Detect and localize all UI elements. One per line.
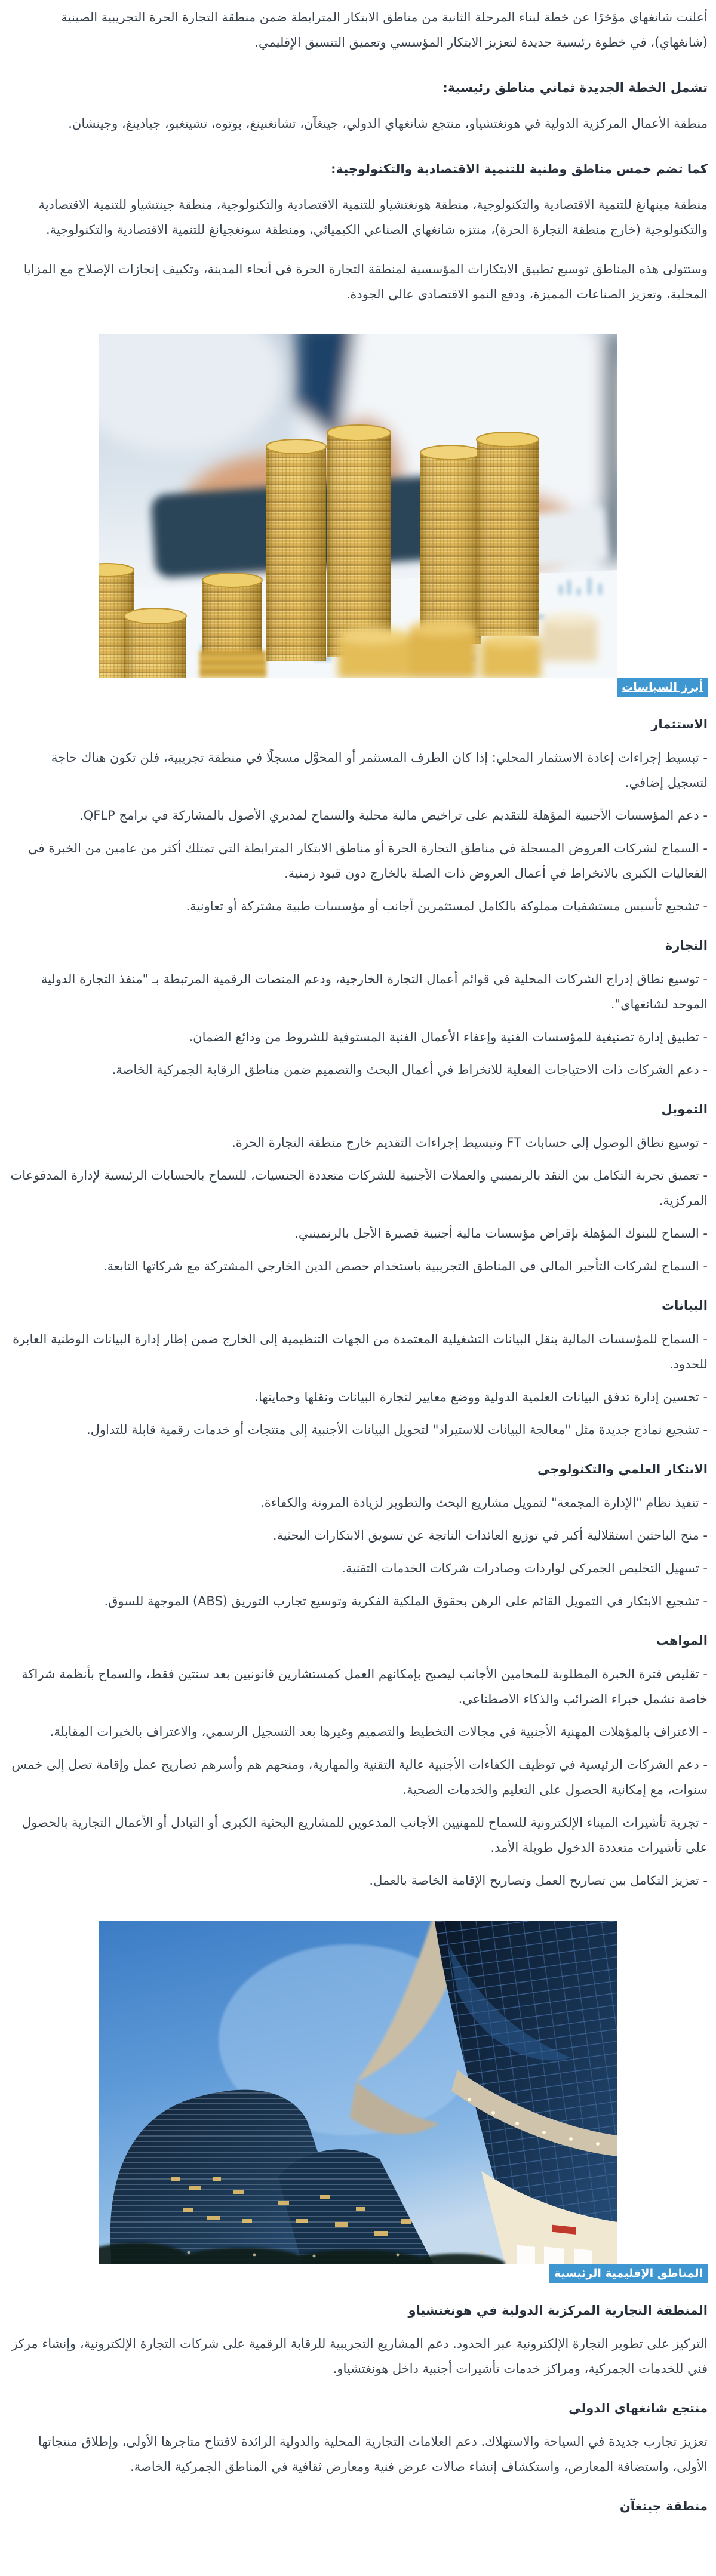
- coins-calculator-photo: [99, 334, 617, 678]
- intro-paragraph-1: أعلنت شانغهاي مؤخرًا عن خطة لبناء المرحلة الثانية من مناطق الابتكار المترابطة ضمن منطقة التجارة الحرة التجريبية الصينية (شانغهاي)، في خطوة رئيسية جديدة لتعزيز الابتكار المؤسسي وتعميق التنسيق الإقليمي.: [61, 10, 708, 50]
- policy-item: - تقليص فترة الخبرة المطلوبة للمحامين الأجانب ليصبح بإمكانهم العمل كمستشارين قانونيين بعد سنتين فقط، والسماح بأنظمة شراكة خاصة تشمل خبراء الضرائب والذكاء الاصطناعي.: [21, 1667, 708, 1706]
- policy-item: - تحسين إدارة تدفق البيانات العلمية الدولية ووضع معايير لتجارة البيانات ونقلها وحمايتها.: [254, 1390, 708, 1404]
- policy-section-title-investment: الاستثمار: [651, 717, 708, 731]
- policy-item: - السماح لشركات العروض المسجلة في مناطق التجارة الحرة أو مناطق الابتكار المترابطة التي تمتلك أكثر من عامين من الخبرة في الفعاليات الكبرى بالانخراط في أعمال العروض ذات الصلة بالخارج دون قيود زمنية.: [28, 841, 708, 881]
- region-body-hongqiao-cbd: التركيز على تطوير التجارة الإلكترونية عبر الحدود. دعم المشاريع التجريبية للرقابة الرقمية على شركات التجارة الإلكترونية، وإنشاء مركز فني للخدمات الجمركية، ومراكز خدمات تأشيرات أجنبية داخل هونغتشياو.: [11, 2337, 708, 2376]
- policy-section-title-data: البيانات: [662, 1298, 708, 1313]
- intro-paragraph-4: وستتولى هذه المناطق توسيع تطبيق الابتكارات المؤسسية لمنطقة التجارة الحرة في أنحاء المدينة، وتكييف إنجازات الإصلاح مع المزايا المحلية، وتعزيز الصناعات المميزة، ودفع النمو الاقتصادي عالي الجودة.: [23, 262, 708, 301]
- policy-item: - الاعتراف بالمؤهلات المهنية الأجنبية في مجالات التخطيط والتصميم وغيرها بعد التسجيل الرسمي، والاعتراف بالخبرات المقابلة.: [50, 1725, 708, 1739]
- intro-paragraph-2: منطقة الأعمال المركزية الدولية في هونغتشياو، منتجع شانغهاي الدولي، جينغآن، تشانغنينغ، بوتوه، تشينغبو، جيادينغ، وجينشان.: [68, 116, 708, 131]
- policy-item: - تعزيز التكامل بين تصاريح العمل وتصاريح الإقامة الخاصة بالعمل.: [369, 1873, 708, 1888]
- policy-item: - منح الباحثين استقلالية أكبر في توزيع العائدات الناتجة عن تسويق الابتكارات البحثية.: [272, 1528, 708, 1543]
- policy-section-title-talents: المواهب: [656, 1633, 708, 1648]
- policy-item: - تشجيع الابتكار في التمويل القائم على الرهن بحقوق الملكية الفكرية وتوسيع تجارب التوريق (ABS) الموجهة للسوق.: [104, 1594, 708, 1608]
- policy-item: - تسهيل التخليص الجمركي لواردات وصادرات شركات الخدمات التقنية.: [342, 1561, 708, 1575]
- policy-item: - دعم الشركات ذات الاحتياجات الفعلية للانخراط في أعمال البحث والتصميم ضمن مناطق الرقابة الجمركية الخاصة.: [112, 1063, 708, 1077]
- policy-item: - تشجيع تأسيس مستشفيات مملوكة بالكامل لمستثمرين أجانب أو مؤسسات طبية مشتركة أو تعاونية.: [186, 899, 708, 913]
- region-title-intl-resort: منتجع شانغهاي الدولي: [569, 2401, 708, 2415]
- policy-item: - دعم المؤسسات الأجنبية المؤهلة للتقديم على تراخيص مالية محلية والسماح لمديري الأصول بالمشاركة في برامج QFLP.: [79, 808, 708, 823]
- policies-label-row: [8, 678, 708, 697]
- policy-item: - توسيع نطاق الوصول إلى حسابات FT وتبسيط إجراءات التقديم خارج منطقة التجارة الحرة.: [232, 1135, 708, 1150]
- region-title-jingan: منطقة جينغآن: [619, 2499, 708, 2513]
- policy-item: - توسيع نطاق إدراج الشركات المحلية في قوائم أعمال التجارة الخارجية، ودعم المنصات الرقمية المرتبطة بـ "منفذ التجارة الدولية الموحد لشانغهاي".: [41, 972, 708, 1011]
- policy-item: - تطبيق إدارة تصنيفية للمؤسسات الفنية وإعفاء الأعمال الفنية المستوفية للشروط من ودائع الضمان.: [189, 1030, 708, 1044]
- policy-section-title-finance: التمويل: [661, 1102, 708, 1116]
- regions-highlight-link[interactable]: المناطق الإقليمية الرئيسية: [549, 2264, 708, 2283]
- policy-item: - السماح للبنوك المؤهلة بإقراض مؤسسات مالية أجنبية قصيرة الأجل بالرنمينبي.: [294, 1226, 708, 1241]
- policy-section-title-sci-tech: الابتكار العلمي والتكنولوجي: [537, 1462, 708, 1476]
- intro-heading-eight-zones: تشمل الخطة الجديدة ثماني مناطق رئيسية:: [442, 81, 708, 95]
- policy-item: - تعميق تجربة التكامل بين النقد بالرنمينبي والعملات الأجنبية للشركات متعددة الجنسيات، للسماح بالحسابات الرئيسية لإدارة المدفوعات المركزية.: [10, 1168, 708, 1208]
- intro-heading-five-zones: كما تضم خمس مناطق وطنية للتنمية الاقتصادية والتكنولوجية:: [331, 162, 708, 176]
- policy-item: - السماح لشركات التأجير المالي في المناطق التجريبية باستخدام حصص الدين الخارجي المشتركة مع شركاتها التابعة.: [103, 1259, 708, 1273]
- policy-item: - تنفيذ نظام "الإدارة المجمعة" لتمويل مشاريع البحث والتطوير لزيادة المرونة والكفاءة.: [260, 1495, 708, 1510]
- policy-item: - تجربة تأشيرات الميناء الإلكترونية للسماح للمهنيين الأجانب المدعوين للمشاريع البحثية الكبرى أو التبادل أو الأعمال التجارية بالحصول على تأشيرات متعددة الدخول طويلة الأمد.: [21, 1815, 708, 1855]
- policy-item: - دعم الشركات الرئيسية في توظيف الكفاءات الأجنبية عالية التقنية والمهارية، ومنحهم هم وأسرهم تصاريح عمل وإقامة تصل إلى خمس سنوات، مع إمكانية الحصول على التعليم والخدمات الصحية.: [11, 1758, 708, 1797]
- policy-item: - تبسيط إجراءات إعادة الاستثمار المحلي: إذا كان الطرف المستثمر أو المحوَّل مسجلًا في منطقة تجريبية، فلن تكون هناك حاجة لتسجيل إضافي.: [51, 750, 708, 790]
- building-photo: [99, 1921, 617, 2264]
- policy-item: - تشجيع نماذج جديدة مثل "معالجة البيانات للاستيراد" لتحويل البيانات الأجنبية إلى منتجات أو خدمات رقمية قابلة للتداول.: [86, 1423, 708, 1437]
- policy-item: - السماح للمؤسسات المالية بنقل البيانات التشغيلية المعتمدة من الجهات التنظيمية إلى الخارج ضمن إطار إدارة البيانات الوطنية العابرة للحدود.: [13, 1332, 708, 1371]
- policy-section-title-trade: التجارة: [665, 938, 708, 953]
- region-title-hongqiao-cbd: المنطقة التجارية المركزية الدولية في هونغتشياو: [408, 2303, 708, 2318]
- intro-paragraph-3: منطقة مينهانغ للتنمية الاقتصادية والتكنولوجية، منطقة هونغتشياو للتنمية الاقتصادية والتكنولوجية، منطقة جينتشياو للتنمية الاقتصادية والتكنولوجية (خارج منطقة التجارة الحرة)، منتزه شانغهاي الصناعي الكيميائي، ومنطقة سونغجيانغ للتنمية الاقتصادية والتكنولوجية.: [38, 198, 708, 237]
- policies-highlight-link[interactable]: أبرز السياسات: [617, 678, 708, 697]
- regions-label-row: [8, 2264, 708, 2283]
- region-body-intl-resort: تعزيز تجارب جديدة في السياحة والاستهلاك. دعم العلامات التجارية المحلية والدولية الرائدة لافتتاح متاجرها الأولى، وإطلاق منتجاتها الأولى، واستضافة المعارض، واستكشاف إنشاء صالات عرض فنية ومعارض ثقافية في المناطق الجمركية الخاصة.: [38, 2435, 708, 2474]
